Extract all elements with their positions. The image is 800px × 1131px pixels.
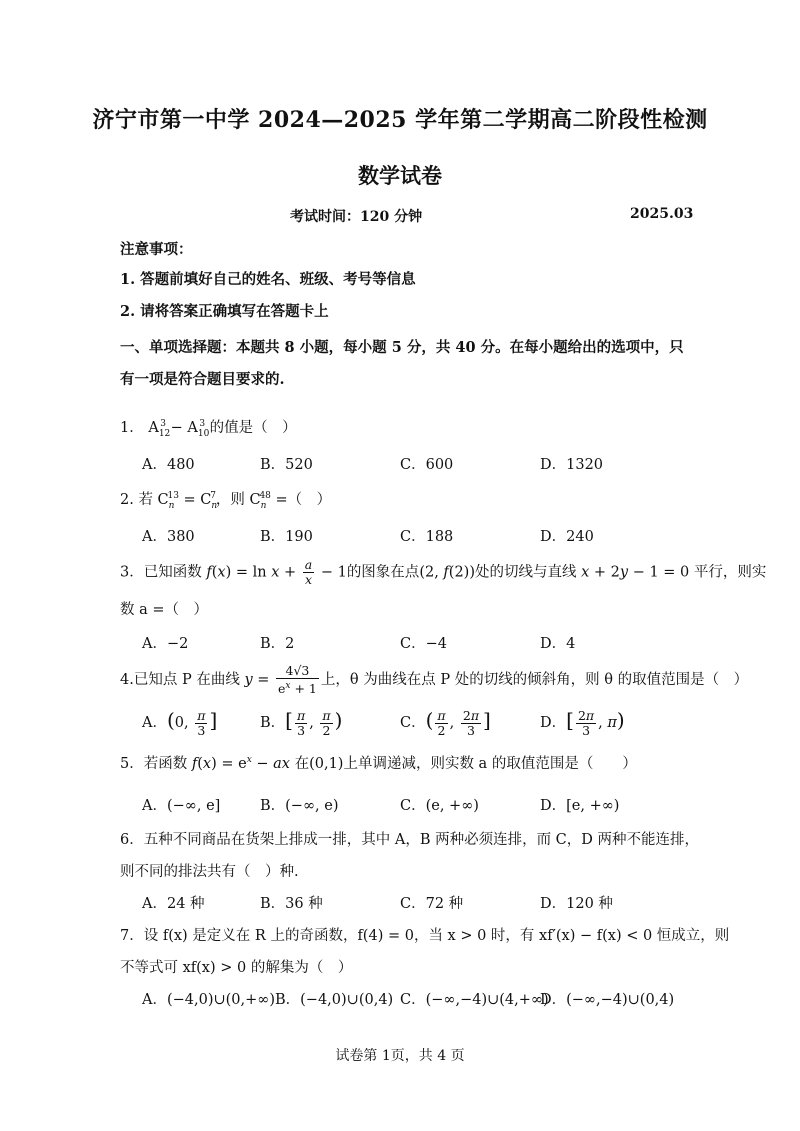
- function-formula: f: [206, 564, 212, 581]
- page-footer: 试卷第 1页，共 4 页: [335, 1048, 465, 1064]
- q1-option-d: D．1320: [540, 457, 604, 473]
- section-heading-line1: 一、单项选择题：本题共 8 小题，每小题 5 分，共 40 分。在每小题给出的选项中，只: [120, 339, 684, 356]
- q6-option-c: C．72 种: [400, 896, 464, 912]
- exam-date: 2025.03: [630, 206, 694, 222]
- question-4: 4.已知点 P 在曲线 y = $\frac{4√3}{e^x + 1}$ 上，θ 为曲线在点 P 处的切线的倾斜角，则 θ 的取值范围是（ ）: [120, 663, 749, 697]
- q4-option-d: D．[ $\frac{2\pi}{3}$ , π): [540, 707, 625, 738]
- question-number: 4.: [120, 672, 134, 689]
- q7-option-a: A．(−4,0)∪(0,+∞): [142, 992, 276, 1008]
- question-3: 3．已知函数 f(x) = ln x + $\frac{a}{x}$ − 1的图象在点(2, f(2))处的切线与直线 x + 2y − 1 = 0 平行，则实: [120, 557, 767, 587]
- q5-option-d: D．[e, +∞): [540, 798, 620, 814]
- question-6: 6．五种不同商品在货架上排成一排，其中 A，B 两种必须连排，而 C，D 两种不能连排，: [120, 832, 700, 848]
- q7-option-c: C．(−∞,−4)∪(4,+∞): [400, 992, 549, 1008]
- q7-option-d: D．(−∞,−4)∪(0,4): [540, 992, 675, 1008]
- q5-option-b: B．(−∞, e): [260, 798, 339, 814]
- page-title: 济宁市第一中学 2024—2025 学年第二学期高二阶段性检测: [92, 107, 708, 133]
- question-formula: 若 $C_n^{13} = C_n^7$，则 $C_n^{48}$ =（ ）: [138, 491, 332, 511]
- q2-option-a: A．380: [142, 529, 195, 545]
- question-number: 1．: [120, 420, 144, 436]
- q2-option-b: B．190: [260, 529, 313, 545]
- q3-option-c: C．−4: [400, 636, 447, 652]
- q5-option-c: C．(e, +∞): [400, 798, 479, 814]
- page-subtitle: 数学试卷: [358, 163, 442, 188]
- question-3-line2: 数 a =（ ）: [120, 602, 209, 618]
- question-number: 7．: [120, 928, 144, 944]
- question-6-line2: 则不同的排法共有（ ）种.: [120, 864, 299, 880]
- question-7: 7．设 f(x) 是定义在 R 上的奇函数，f(4) = 0，当 x > 0 时，有 xf′(x) − f(x) < 0 恒成立，则: [120, 928, 730, 944]
- question-number: 2.: [120, 492, 139, 508]
- question-2: [120, 488, 331, 511]
- question-number: 3．: [120, 564, 144, 581]
- q6-option-b: B．36 种: [260, 896, 323, 912]
- q1-option-a: A．480: [142, 457, 195, 473]
- question-number: 5．: [120, 756, 144, 772]
- note-item-1: 1. 答题前填好自己的姓名、班级、考号等信息: [120, 271, 416, 288]
- q4-option-b: B．[ $\frac{\pi}{3}$ , $\frac{\pi}{2}$ ): [260, 707, 343, 738]
- q6-option-a: A．24 种: [142, 896, 205, 912]
- q3-option-d: D．4: [540, 636, 576, 652]
- q4-option-c: C．( $\frac{\pi}{2}$ , $\frac{2\pi}{3}$ ]: [400, 707, 491, 738]
- note-item-2: 2. 请将答案正确填写在答题卡上: [120, 303, 329, 320]
- question-5: 5．若函数 $f(x) = e^x$ − ax 在(0,1)上单调递减，则实数 a 的取值范围是（ ）: [120, 755, 637, 772]
- question-1: [120, 416, 297, 439]
- question-formula: $A_{12}^3 - A_{10}^3$ 的值是（ ）: [148, 419, 297, 439]
- q2-option-c: C．188: [400, 529, 454, 545]
- q3-option-b: B．2: [260, 636, 295, 652]
- q6-option-d: D．120 种: [540, 896, 613, 912]
- q2-option-d: D．240: [540, 529, 594, 545]
- q1-option-c: C．600: [400, 457, 454, 473]
- question-7-line2: 不等式可 xf(x) > 0 的解集为（ ）: [120, 960, 353, 976]
- exam-time: 考试时间：120 分钟: [290, 209, 423, 225]
- q1-option-b: B．520: [260, 457, 313, 473]
- q4-option-a: A．(0, $\frac{\pi}{3}$ ]: [142, 707, 218, 738]
- q7-option-b: B．(−4,0)∪(0,4): [275, 992, 394, 1008]
- notes-heading: 注意事项：: [120, 241, 193, 258]
- q3-option-a: A．−2: [142, 636, 189, 652]
- section-heading-line2: 有一项是符合题目要求的.: [120, 371, 285, 388]
- q5-option-a: A．(−∞, e]: [142, 798, 221, 814]
- question-number: 6．: [120, 832, 144, 848]
